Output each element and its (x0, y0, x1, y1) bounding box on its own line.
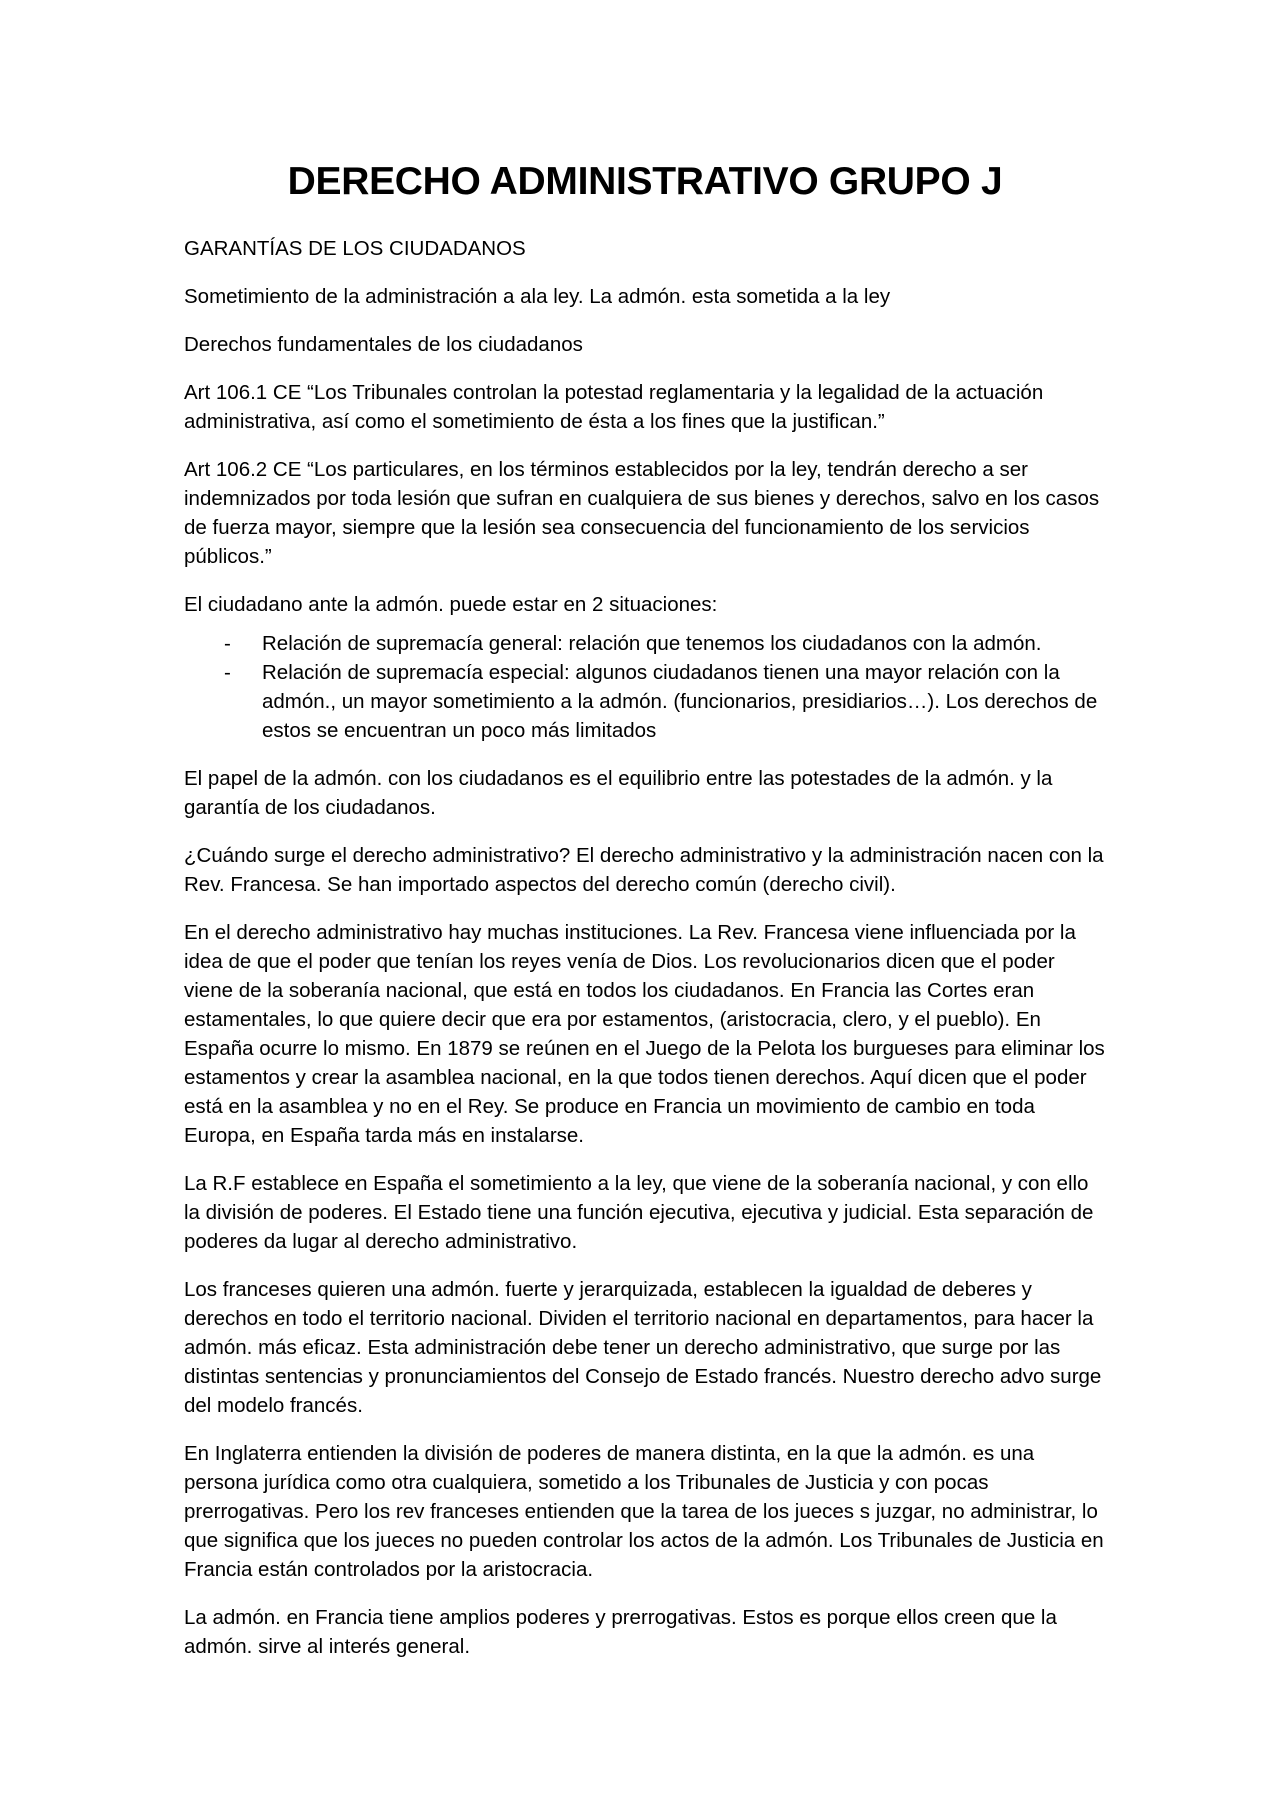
paragraph-poderes-prerrogativas: La admón. en Francia tiene amplios poderes y prerrogativas. Estos es porque ellos creen que la admón. sirve al interés general. (184, 1606, 1057, 1658)
list-item-text: Relación de supremacía especial: algunos ciudadanos tienen una mayor relación con la admón., un mayor sometimiento a la admón. (funcionarios, presidiarios…). Los derechos de estos se encuentran un poco más limitados (262, 661, 1098, 742)
paragraph-division-poderes: La R.F establece en España el sometimiento a la ley, que viene de la soberanía nacional, y con ello la división de poderes. El Estado tiene una función ejecutiva, ejecutiva y judicial. Esta separación de poderes da lugar al derecho administrativo. (184, 1172, 1094, 1253)
document-body (184, 158, 1106, 1680)
dash-bullet-icon: - (224, 661, 231, 684)
paragraph-inglaterra: En Inglaterra entienden la división de poderes de manera distinta, en la que la admón. es una persona jurídica como otra cualquiera, sometido a los Tribunales de Justicia y con pocas prerrogativas. Pero los rev franceses entienden que la tarea de los jueces s juzgar, no administrar, lo que significa que los jueces no pueden controlar los actos de la admón. Los Tribunales de Justicia en Francia están controlados por la aristocracia. (184, 1442, 1104, 1581)
list-item-text: Relación de supremacía general: relación que tenemos los ciudadanos con la admón. (262, 632, 1042, 655)
paragraph-sometimiento: Sometimiento de la administración a ala ley. La admón. esta sometida a la ley (184, 285, 891, 308)
paragraph-papel-admon: El papel de la admón. con los ciudadanos es el equilibrio entre las potestades de la admón. y la garantía de los ciudadanos. (184, 767, 1053, 819)
paragraph-revolucion-francesa: En el derecho administrativo hay muchas instituciones. La Rev. Francesa viene influenciada por la idea de que el poder que tenían los reyes venía de Dios. Los revolucionarios dicen que el poder viene de la soberanía nacional, que está en todos los ciudadanos. En Francia las Cortes eran estamentales, lo que quiere decir que era por estamentos, (aristocracia, clero, y el pueblo). En España ocurre lo mismo. En 1879 se reúnen en el Juego de la Pelota los burgueses para eliminar los estamentos y crear la asamblea nacional, en la que todos tienen derechos. Aquí dicen que el poder está en la asamblea y no en el Rey. Se produce en Francia un movimiento de cambio en toda Europa, en España tarda más en instalarse. (184, 921, 1105, 1147)
paragraph-art-106-1: Art 106.1 CE “Los Tribunales controlan la potestad reglamentaria y la legalidad de la actuación administrativa, así como el sometimiento de ésta a los fines que la justifican.” (184, 381, 1044, 433)
paragraph-modelo-frances: Los franceses quieren una admón. fuerte y jerarquizada, establecen la igualdad de deberes y derechos en todo el territorio nacional. Dividen el territorio nacional en departamentos, para hacer la admón. más eficaz. Esta administración debe tener un derecho administrativo, que surge por las distintas sentencias y pronunciamientos del Consejo de Estado francés. Nuestro derecho advo surge del modelo francés. (184, 1278, 1102, 1417)
paragraph-situaciones-intro: El ciudadano ante la admón. puede estar en 2 situaciones: (184, 593, 718, 616)
list-item (184, 658, 1106, 745)
paragraph-origen-derecho-administrativo: ¿Cuándo surge el derecho administrativo? El derecho administrativo y la administración nacen con la Rev. Francesa. Se han importado aspectos del derecho común (derecho civil). (184, 844, 1104, 896)
document-title: DERECHO ADMINISTRATIVO GRUPO J (287, 160, 1003, 203)
paragraph-art-106-2: Art 106.2 CE “Los particulares, en los términos establecidos por la ley, tendrán derecho a ser indemnizados por toda lesión que sufran en cualquiera de sus bienes y derechos, salvo en los casos de fuerza mayor, siempre que la lesión sea consecuencia del funcionamiento de los servicios públicos.” (184, 458, 1100, 568)
situaciones-list (184, 629, 1106, 745)
section-heading: GARANTÍAS DE LOS CIUDADANOS (184, 237, 526, 260)
paragraph-derechos-fundamentales: Derechos fundamentales de los ciudadanos (184, 333, 583, 356)
dash-bullet-icon: - (224, 632, 231, 655)
list-item (184, 629, 1106, 658)
